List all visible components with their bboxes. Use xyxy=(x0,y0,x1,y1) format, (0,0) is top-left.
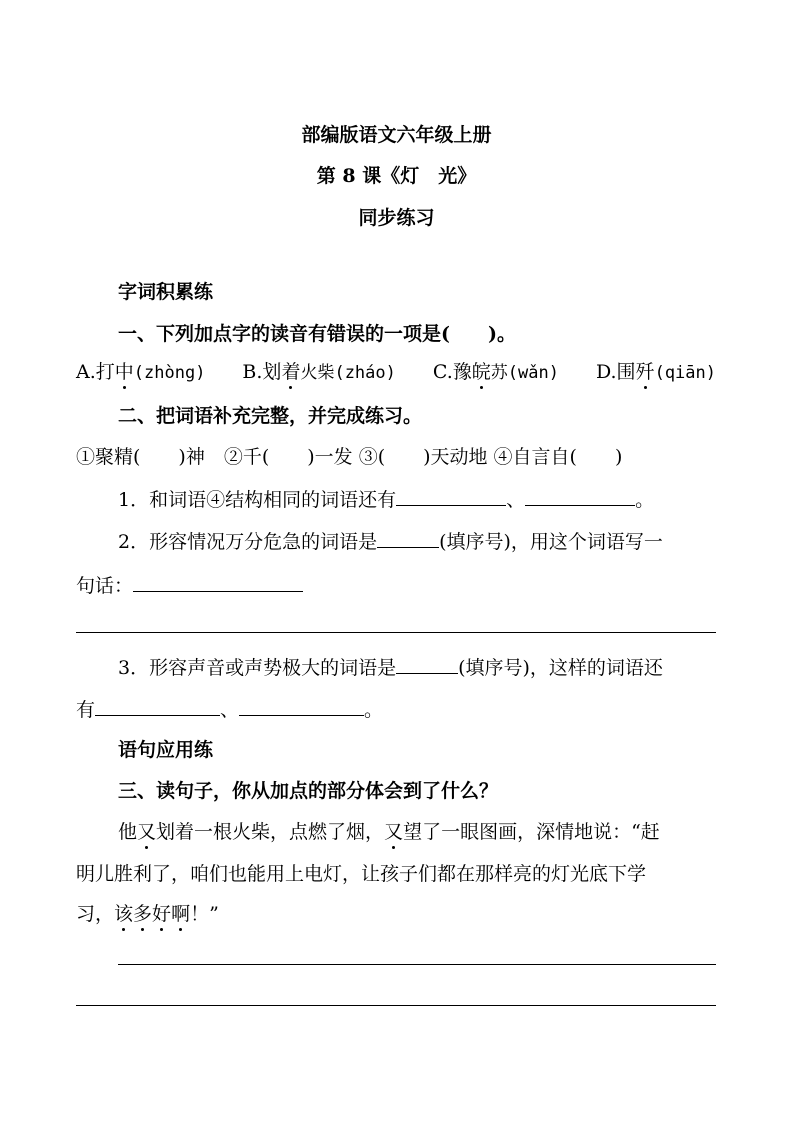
worksheet-subtitle: 同步练习 xyxy=(358,207,435,229)
answer-blank[interactable] xyxy=(133,575,303,592)
section-heading-sentences: 语句应用练 xyxy=(118,739,214,761)
answer-blank[interactable] xyxy=(377,531,439,548)
idiom-blanks[interactable]: ①聚精( )神 ②千( )一发 ③( )天动地 ④自言自( ) xyxy=(76,446,623,468)
answer-line[interactable] xyxy=(76,1005,716,1006)
lesson-title: 第 8 课《灯 光》 xyxy=(316,165,477,187)
subquestion-3: 3．形容声音或声势极大的词语是 (填序号)，这样的词语还 xyxy=(118,657,663,679)
answer-line[interactable] xyxy=(76,632,716,633)
document-title: 部编版语文六年级上册 xyxy=(301,124,492,146)
subquestion-2-continued: 句话： xyxy=(76,574,303,598)
subquestion-3-continued: 有 、 。 xyxy=(76,699,384,721)
option-a[interactable]: A.打中(zhòng) xyxy=(76,361,206,383)
passage-line-3: 习，该多好啊！” xyxy=(76,903,219,925)
answer-blank[interactable] xyxy=(239,699,364,716)
answer-blank[interactable] xyxy=(525,489,635,506)
option-d[interactable]: D.围歼(qiān) xyxy=(595,361,716,383)
passage-line-1: 他又划着一根火柴，点燃了烟，又望了一眼图画，深情地说：“赶 xyxy=(118,821,660,843)
passage-line-2: 明儿胜利了，咱们也能用上电灯，让孩子们都在那样亮的灯光底下学 xyxy=(76,863,647,885)
question-1-stem: 一、下列加点字的读音有错误的一项是( )。 xyxy=(118,323,516,345)
question-3-stem: 三、读句子，你从加点的部分体会到了什么？ xyxy=(118,780,499,802)
answer-line[interactable] xyxy=(118,964,716,965)
section-heading-vocabulary: 字词积累练 xyxy=(118,281,214,303)
option-c[interactable]: C.豫皖苏(wǎn) xyxy=(432,361,559,383)
subquestion-2: 2．形容情况万分危急的词语是 (填序号)，用这个词语写一 xyxy=(118,531,663,553)
option-b[interactable]: B.划着火柴(zháo) xyxy=(242,361,396,383)
question-2-stem: 二、把词语补充完整，并完成练习。 xyxy=(118,405,423,427)
question-1-options xyxy=(76,360,716,385)
answer-blank[interactable] xyxy=(396,489,506,506)
answer-blank[interactable] xyxy=(95,699,220,716)
subquestion-1: 1．和词语④结构相同的词语还有 、 。 xyxy=(118,489,655,511)
answer-blank[interactable] xyxy=(396,657,458,674)
